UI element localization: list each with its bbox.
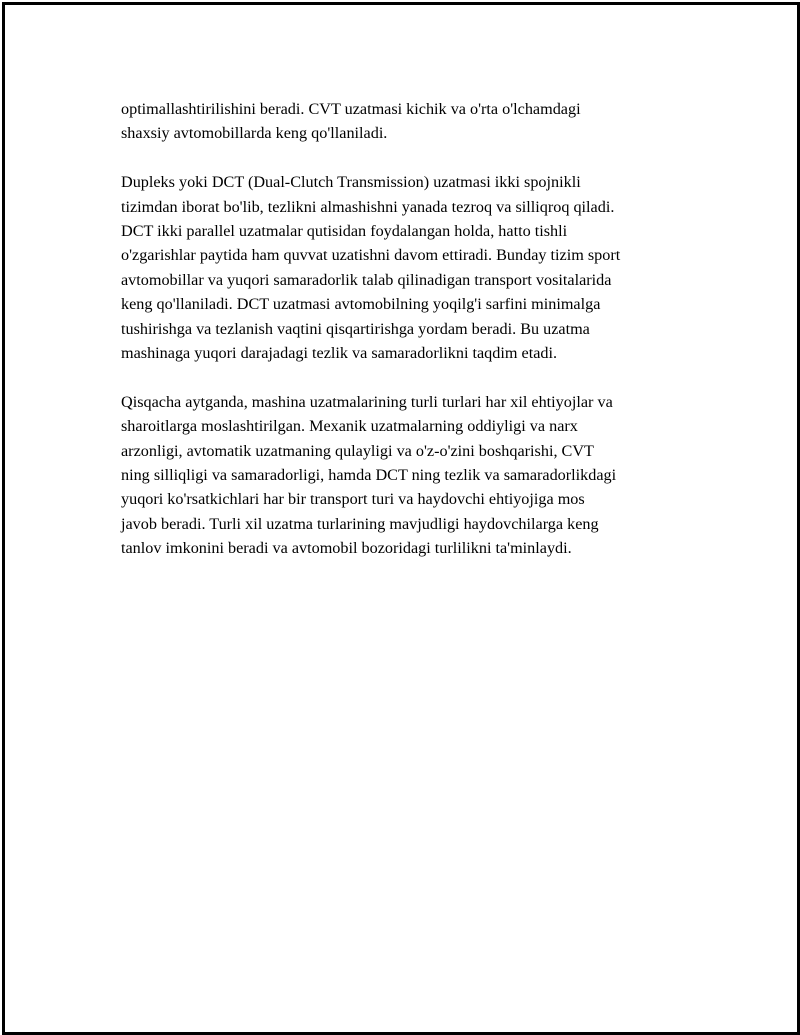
text-line: o'zgarishlar paytida ham quvvat uzatishni davom ettiradi. Bunday tizim sport bbox=[121, 246, 621, 265]
text-line: optimallashtirilishini beradi. CVT uzatmasi kichik va o'rta o'lchamdagi bbox=[121, 100, 581, 118]
paragraph-dct bbox=[121, 170, 691, 365]
text-line: ning silliqligi va samaradorligi, hamda DCT ning tezlik va samaradorlikdagi bbox=[121, 466, 617, 485]
text-line: javob beradi. Turli xil uzatma turlarining mavjudligi haydovchilarga keng bbox=[121, 514, 599, 533]
text-line: yuqori ko'rsatkichlari har bir transport turi va haydovchi ehtiyojiga mos bbox=[121, 490, 585, 509]
text-line: mashinaga yuqori darajadagi tezlik va samaradorlikni taqdim etadi. bbox=[121, 344, 558, 363]
text-line: tizimdan iborat bo'lib, tezlikni almashishni yanada tezroq va silliqroq qiladi. bbox=[121, 197, 615, 216]
text-line: keng qo'llaniladi. DCT uzatmasi avtomobilning yoqilg'i sarfini minimalga bbox=[121, 295, 601, 314]
text-line: Dupleks yoki DCT (Dual-Clutch Transmission) uzatmasi ikki spojnikli bbox=[121, 173, 581, 192]
text-line: arzonligi, avtomatik uzatmaning qulayligi va o'z-o'zini boshqarishi, CVT bbox=[121, 441, 594, 460]
document-body bbox=[121, 97, 691, 585]
text-line: Qisqacha aytganda, mashina uzatmalarining turli turlari har xil ehtiyojlar va bbox=[121, 392, 613, 411]
paragraph-cvt-conclusion bbox=[121, 97, 691, 146]
paragraph-summary bbox=[121, 390, 691, 561]
text-line: tushirishga va tezlanish vaqtini qisqartirishga yordam beradi. Bu uzatma bbox=[121, 319, 590, 338]
text-line: avtomobillar va yuqori samaradorlik talab qilinadigan transport vositalarida bbox=[121, 270, 612, 289]
text-line: shaxsiy avtomobillarda keng qo'llaniladi. bbox=[121, 124, 388, 143]
text-line: sharoitlarga moslashtirilgan. Mexanik uzatmalarning oddiyligi va narx bbox=[121, 417, 578, 436]
text-line: tanlov imkonini beradi va avtomobil bozoridagi turlilikni ta'minlaydi. bbox=[121, 539, 572, 558]
page-frame bbox=[2, 2, 800, 1035]
text-line: DCT ikki parallel uzatmalar qutisidan foydalangan holda, hatto tishli bbox=[121, 222, 568, 241]
